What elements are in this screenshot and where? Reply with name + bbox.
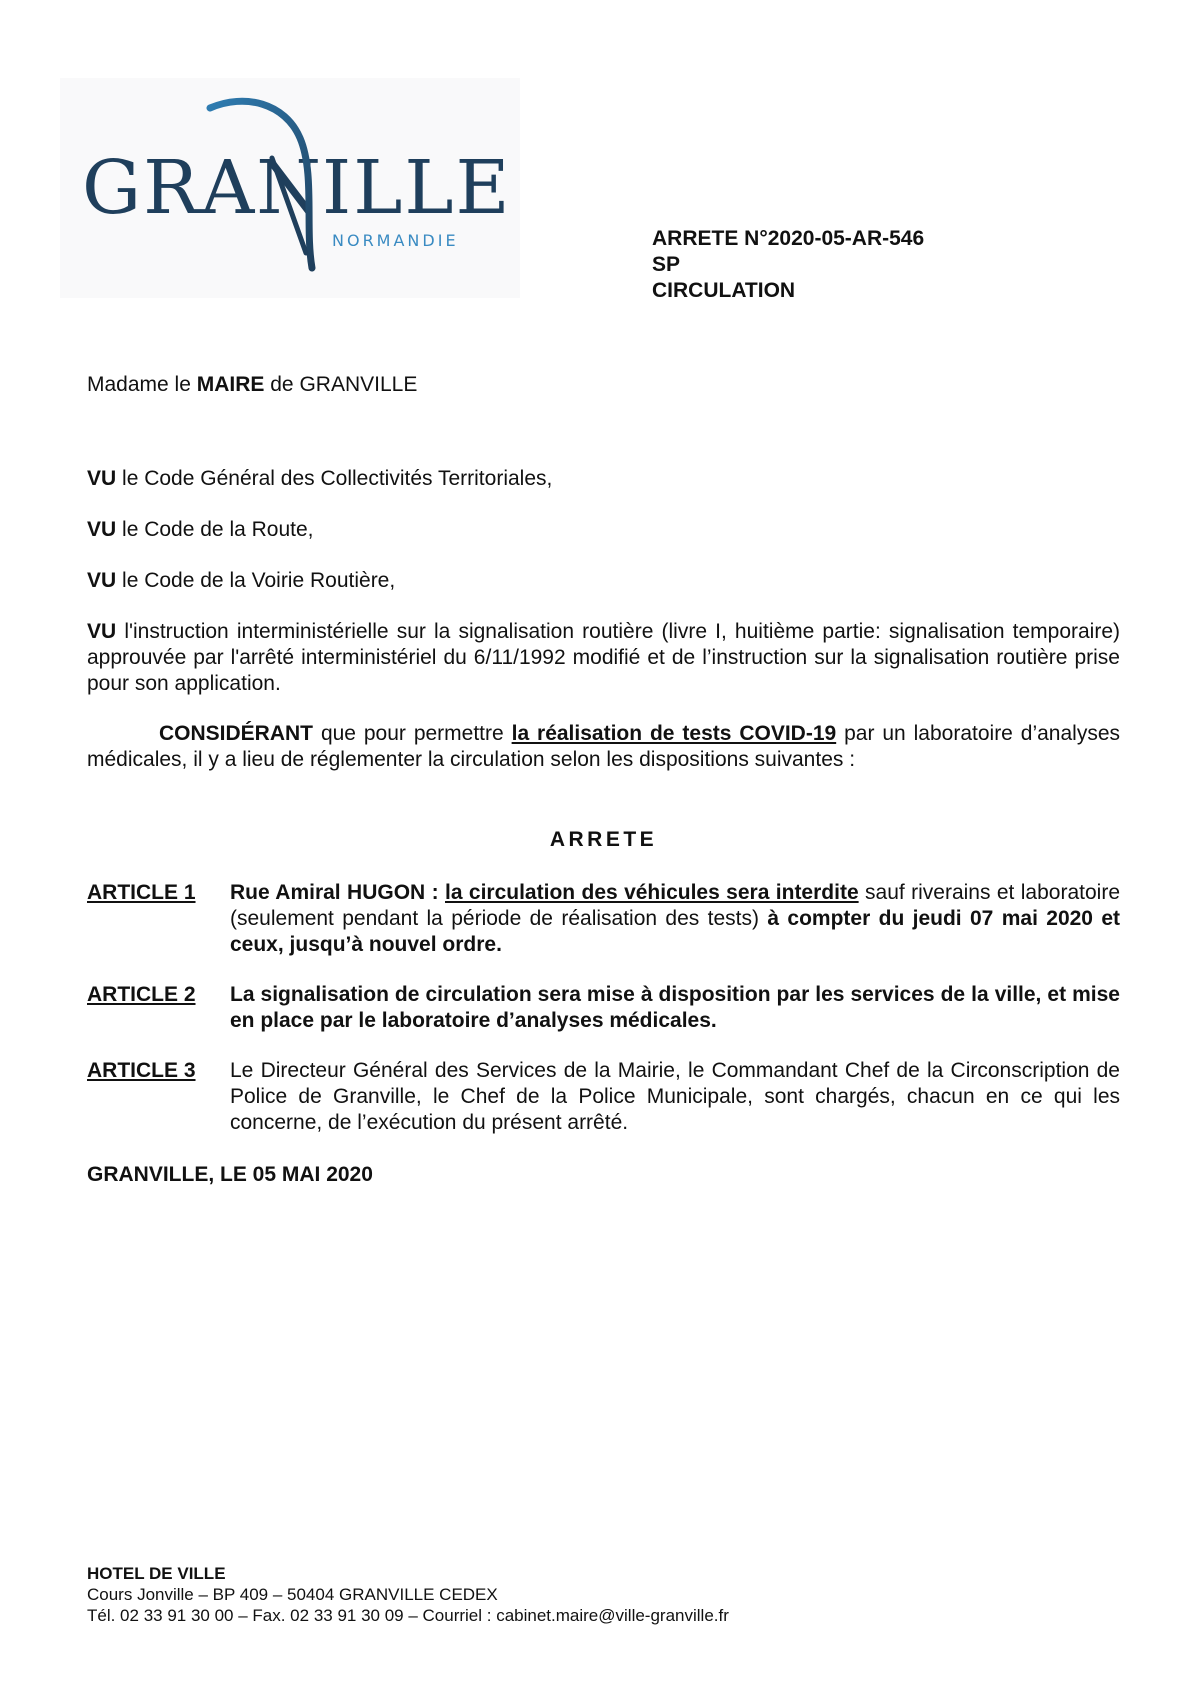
authority-suffix: de GRANVILLE	[270, 373, 418, 396]
decree-title: ARRETE	[549, 828, 658, 851]
footer	[87, 1563, 729, 1626]
decree-code: SP	[652, 253, 681, 276]
signature-date: GRANVILLE, LE 05 MAI 2020	[87, 1163, 373, 1186]
visa-2	[87, 517, 314, 543]
decree-reference	[652, 226, 924, 304]
visa-4	[87, 619, 1120, 697]
article-2-body	[230, 982, 1120, 1034]
article-1-rule: la circulation des véhicules sera interdite	[445, 881, 859, 904]
considering-emphasis: la réalisation de tests COVID-19	[511, 722, 837, 745]
decree-subject: CIRCULATION	[652, 279, 796, 302]
article-1-end: à compter du jeudi 07 mai 2020 et ceux, jusqu’à nouvel ordre.	[230, 907, 1121, 956]
decree-number: ARRETE N°2020-05-AR-546	[652, 227, 925, 250]
considering-lead: CONSIDÉRANT	[159, 722, 314, 745]
considering-before: que pour permettre	[320, 722, 504, 745]
visa-text: le Code de la Route,	[122, 518, 314, 541]
footer-contact: Tél. 02 33 91 30 00 – Fax. 02 33 91 30 09 – Courriel : cabinet.maire@ville-granville.fr	[87, 1606, 729, 1625]
considering-after: par un laboratoire d’analyses médicales, il y a lieu de réglementer la circulation selon les dispositions suivantes :	[87, 722, 1120, 771]
visa-lead: VU	[87, 518, 117, 541]
article-3-body: Le Directeur Général des Services de la Mairie, le Commandant Chef de la Circonscription de Police de Granville, le Chef de la Police Municipale, sont chargés, chacun en ce qui les concerne, de l’exécution du présent arrêté.	[230, 1059, 1120, 1134]
visa-text: le Code de la Voirie Routière,	[122, 569, 396, 592]
article-1-body	[230, 880, 1120, 958]
considering-paragraph	[87, 721, 1120, 773]
svg-text:NORMANDIE: NORMANDIE	[332, 231, 459, 250]
article-1-label: ARTICLE 1	[87, 881, 196, 904]
article-3-label: ARTICLE 3	[87, 1059, 196, 1082]
visa-1	[87, 466, 552, 492]
article-1-middle: sauf riverains et laboratoire (seulement pendant la période de réalisation des tests)	[230, 881, 1120, 930]
svg-text:ILLE: ILLE	[322, 145, 512, 231]
footer-address: Cours Jonville – BP 409 – 50404 GRANVILLE CEDEX	[87, 1585, 498, 1604]
svg-text:GRAN: GRAN	[82, 145, 324, 231]
visa-lead: VU	[87, 620, 117, 643]
footer-title: HOTEL DE VILLE	[87, 1564, 226, 1583]
granville-logo-graphic	[60, 78, 520, 298]
authority-line	[87, 372, 417, 398]
visa-3	[87, 568, 395, 594]
visa-text: le Code Général des Collectivités Territoriales,	[122, 467, 553, 490]
granville-logo	[60, 78, 520, 298]
article-1-street: Rue Amiral HUGON :	[230, 881, 439, 904]
article-2-text: La signalisation de circulation sera mise à disposition par les services de la ville, et mise en place par le laboratoire d’analyses médicales.	[230, 983, 1120, 1032]
article-2-label: ARTICLE 2	[87, 983, 196, 1006]
visa-text: l'instruction interministérielle sur la signalisation routière (livre I, huitième partie: signalisation temporaire) approuvée par l'arrêté interministériel du 6/11/1992 modifié et de l’instruction sur la signalisation routière prise pour son application.	[87, 620, 1120, 695]
authority-prefix: Madame le	[87, 373, 191, 396]
authority-title: MAIRE	[196, 373, 265, 396]
visa-lead: VU	[87, 467, 117, 490]
visa-lead: VU	[87, 569, 117, 592]
